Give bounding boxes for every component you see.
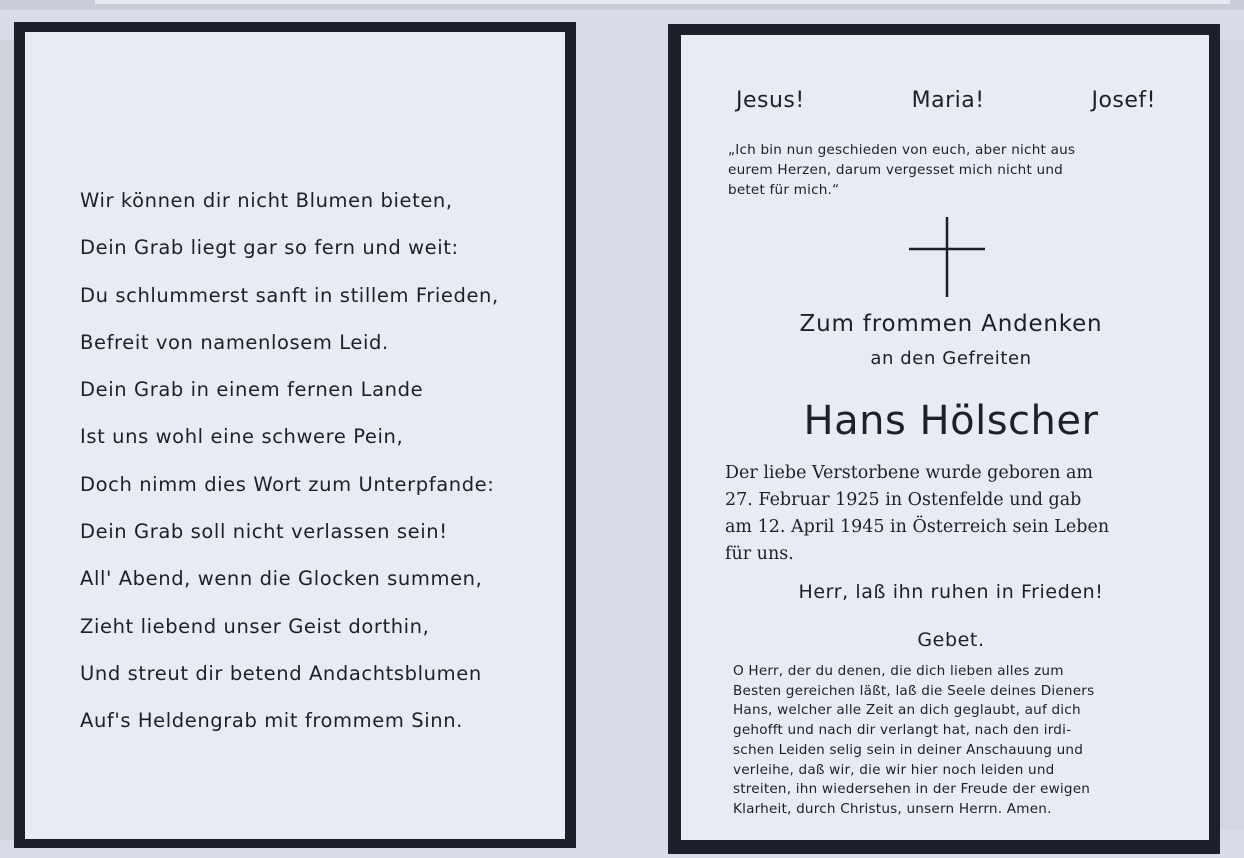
memorial-rank: an den Gefreiten <box>870 348 1032 369</box>
poem-line: Befreit von namenlosem Leid. <box>80 330 389 354</box>
prayer-line: O Herr, der du denen, die dich lieben alles zum <box>733 663 1064 679</box>
biography-line: 27. Februar 1925 in Ostenfelde und gab <box>725 490 1082 510</box>
poem-line: Zieht liebend unser Geist dorthin, <box>80 614 430 638</box>
backdrop-right-edge <box>1220 40 1244 830</box>
poem-line: Du schlummerst sanft in stillem Frieden, <box>80 283 499 307</box>
deceased-name: Hans Hölscher <box>803 398 1099 444</box>
biography <box>725 460 1185 568</box>
biography-line: für uns. <box>725 544 794 564</box>
prayer-line: Besten gereichen läßt, laß die Seele deines Dieners <box>733 682 1095 699</box>
invocation-names <box>736 88 1156 113</box>
poem-line: Und streut dir betend Andachtsblumen <box>80 661 482 685</box>
prayer-line: Klarheit, durch Christus, unsern Herrn. Amen. <box>733 800 1052 817</box>
poem-line: Auf's Heldengrab mit frommem Sinn. <box>80 709 463 733</box>
farewell-quote <box>728 140 1168 200</box>
invocation-jesus: Jesus! <box>736 88 805 113</box>
prayer-line: gehofft und nach dir verlangt hat, nach den irdi- <box>733 722 1072 739</box>
prayer-line: streiten, ihn wiedersehen in der Freude der ewigen <box>733 781 1091 798</box>
memorial-title: Zum frommen Andenken <box>799 311 1103 337</box>
quote-line: eurem Herzen, darum vergesset mich nicht und <box>728 162 1064 178</box>
poem-line: Dein Grab in einem fernen Lande <box>80 378 424 402</box>
poem-line: Ist uns wohl eine schwere Pein, <box>80 425 404 449</box>
latin-cross-icon <box>909 217 985 297</box>
prayer-line: Hans, welcher alle Zeit an dich geglaubt, auf dich <box>733 702 1081 719</box>
memorial-poem <box>80 177 550 745</box>
biography-line: am 12. April 1945 in Österreich sein Leben <box>725 517 1110 537</box>
backdrop-left-edge <box>0 40 14 840</box>
poem-line: Wir können dir nicht Blumen bieten, <box>80 189 453 212</box>
invocation-maria: Maria! <box>911 88 985 113</box>
poem-line: All' Abend, wenn die Glocken summen, <box>80 567 483 591</box>
poem-line: Doch nimm dies Wort zum Unterpfande: <box>80 472 495 496</box>
invocation-josef: Josef! <box>1091 88 1156 113</box>
memorial-heading <box>701 307 1201 377</box>
prayer-heading: Gebet. <box>917 629 985 651</box>
backdrop-top <box>0 0 1244 10</box>
quote-line: betet für mich.“ <box>728 182 840 198</box>
prayer-line: verleihe, daß wir, die wir hier noch leiden und <box>733 761 1055 778</box>
rest-in-peace-line: Herr, laß ihn ruhen in Frieden! <box>798 581 1104 603</box>
poem-line: Dein Grab soll nicht verlassen sein! <box>80 520 448 544</box>
prayer-text <box>733 662 1173 820</box>
biography-line: Der liebe Verstorbene wurde geboren am <box>725 463 1094 483</box>
memorial-card-left-page <box>14 22 576 848</box>
quote-line: „Ich bin nun geschieden von euch, aber nicht aus <box>728 142 1076 158</box>
memorial-card-right-page <box>668 24 1220 854</box>
poem-line: Dein Grab liegt gar so fern und weit: <box>80 236 459 260</box>
prayer-line: schen Leiden selig sein in deiner Anschauung und <box>733 741 1084 758</box>
